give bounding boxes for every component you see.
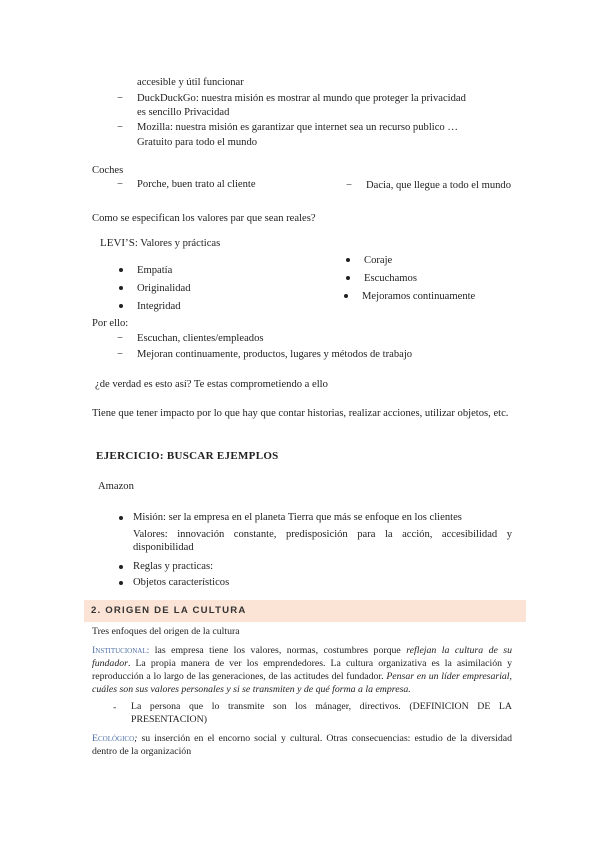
levis-brand: LEVI’S — [100, 237, 135, 249]
levis-value: Integridad — [137, 301, 181, 312]
bullet — [119, 286, 123, 290]
coches-item-porche: Porche, buen trato al cliente — [137, 179, 256, 190]
levis-subtitle: : Valores y prácticas — [134, 238, 221, 249]
values-question: Como se especifican los valores par que sean reales? — [92, 213, 316, 224]
institucional-label: Institucional: — [92, 645, 150, 656]
levis-value: Originalidad — [137, 283, 191, 294]
dash-marker: − — [117, 179, 123, 190]
por-ello-item: Escuchan, clientes/empleados — [137, 333, 264, 344]
institucional-paragraph: Institucional: las empresa tiene los valores, normas, costumbres porque reflejan la cultura de su fundador. La propia manera de ver los emprendedores. La cultura organizativa es la asimilación y reproducción a lo largo de las generaciones, de las actitudes del fundador. Pensar en un líder empresarial, cuáles son sus valores personales y si se transmiten y de qué forma a la empresa. — [92, 645, 512, 695]
coches-item-dacia: Dacia, que llegue a todo el mundo — [366, 180, 512, 191]
list-item-mozilla-cont: Gratuito para todo el mundo — [137, 137, 258, 148]
question-line: ¿de verdad es esto así? Te estas comprometiendo a ello — [95, 379, 328, 390]
amazon-values: Valores: innovación constante, predisposición para la acción, accesibilidad y disponibilidad — [133, 529, 512, 553]
list-item-duckduckgo-cont: es sencillo Privacidad — [137, 107, 230, 118]
bullet — [344, 294, 348, 298]
bullet — [346, 258, 350, 262]
por-ello-item: Mejoran continuamente, productos, lugares y métodos de trabajo — [137, 349, 413, 360]
dash-marker: − — [117, 333, 123, 344]
impact-paragraph: Tiene que tener impacto por lo que hay que contar historias, realizar acciones, utilizar objetos, etc. — [92, 408, 509, 419]
list-item-mozilla: Mozilla: nuestra misión es garantizar que internet sea un recurso publico … — [137, 122, 458, 133]
exercise-title: EJERCICIO: BUSCAR EJEMPLOS — [96, 450, 279, 462]
amazon-rules: Reglas y practicas: — [133, 561, 214, 572]
amazon-objects: Objetos característicos — [133, 577, 230, 588]
levis-value: Escuchamos — [364, 273, 417, 284]
ecologico-paragraph: Ecológico; su inserción en el encorno social y cultural. Otras consecuencias: estudio de la diversidad dentro de la organización — [92, 733, 512, 757]
levis-value: Mejoramos continuamente — [362, 291, 476, 302]
levis-value: Empatía — [137, 265, 173, 276]
section-title: 2. ORIGEN DE LA CULTURA — [91, 605, 247, 616]
bullet — [119, 581, 123, 585]
dash-marker: - — [113, 702, 117, 713]
por-ello-heading: Por ello: — [92, 318, 129, 329]
section-intro: Tres enfoques del origen de la cultura — [92, 626, 240, 637]
list-item-continuation: accesible y útil funcionar — [137, 77, 244, 88]
ecologico-label: Ecológico — [92, 733, 135, 744]
bullet — [119, 304, 123, 308]
company-name: Amazon — [98, 481, 134, 492]
bullet — [119, 268, 123, 272]
dash-marker: − — [117, 93, 123, 104]
dash-marker: − — [117, 349, 123, 360]
dash-marker: − — [346, 180, 352, 191]
dash-item: La persona que lo transmite son los mánager, directivos. (DEFINICION DE LA PRESENTACION) — [131, 701, 512, 725]
bullet — [119, 516, 123, 520]
bullet — [346, 276, 350, 280]
dash-marker: − — [117, 122, 123, 133]
coches-heading: Coches — [92, 165, 124, 176]
list-item-duckduckgo: DuckDuckGo: nuestra misión es mostrar al mundo que proteger la privacidad — [137, 93, 466, 104]
amazon-mission: Misión: ser la empresa en el planeta Tierra que más se enfoque en los clientes — [133, 512, 462, 523]
levis-heading — [100, 237, 220, 250]
levis-value: Coraje — [364, 255, 393, 266]
bullet — [119, 565, 123, 569]
